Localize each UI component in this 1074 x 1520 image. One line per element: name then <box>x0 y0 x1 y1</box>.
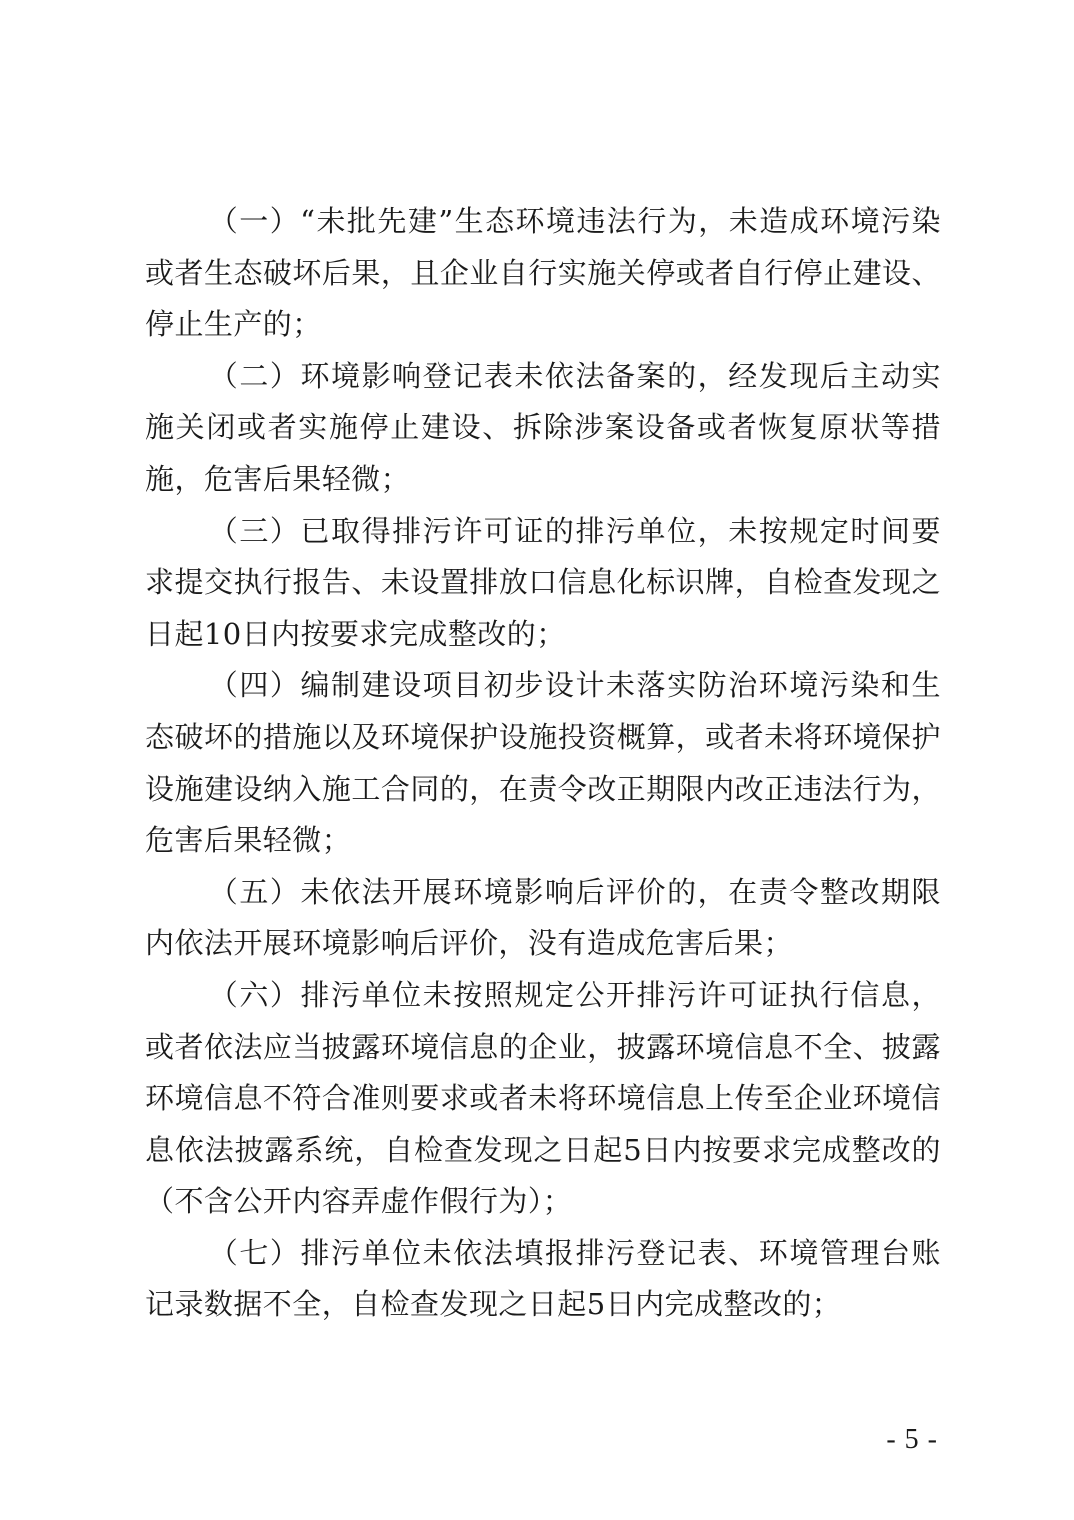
paragraph-item-6: （六）排污单位未按照规定公开排污许可证执行信息，或者依法应当披露环境信息的企业，披露环境信息不全、披露环境信息不符合准则要求或者未将环境信息上传至企业环境信息依法披露系统，自检查发现之日起5日内按要求完成整改的（不含公开内容弄虚作假行为）； <box>145 977 941 1219</box>
paragraph-item-4: （四）编制建设项目初步设计未落实防治环境污染和生态破坏的措施以及环境保护设施投资概算，或者未将环境保护设施建设纳入施工合同的，在责令改正期限内改正违法行为，危害后果轻微； <box>145 668 941 858</box>
paragraph-item-5: （五）未依法开展环境影响后评价的，在责令整改期限内依法开展环境影响后评价，没有造成危害后果； <box>145 874 941 961</box>
paragraph-item-1: （一）“未批先建”生态环境违法行为，未造成环境污染或者生态破坏后果，且企业自行实施关停或者自行停止建设、停止生产的； <box>145 204 941 342</box>
paragraph-item-3: （三）已取得排污许可证的排污单位，未按规定时间要求提交执行报告、未设置排放口信息化标识牌，自检查发现之日起10日内按要求完成整改的； <box>145 513 941 651</box>
paragraph-item-7: （七）排污单位未依法填报排污登记表、环境管理台账记录数据不全，自检查发现之日起5日内完成整改的； <box>145 1235 941 1322</box>
page-number: - 5 - <box>886 1424 938 1455</box>
document-body <box>145 196 941 1331</box>
paragraph-item-2: （二）环境影响登记表未依法备案的，经发现后主动实施关闭或者实施停止建设、拆除涉案设备或者恢复原状等措施，危害后果轻微； <box>145 358 941 496</box>
